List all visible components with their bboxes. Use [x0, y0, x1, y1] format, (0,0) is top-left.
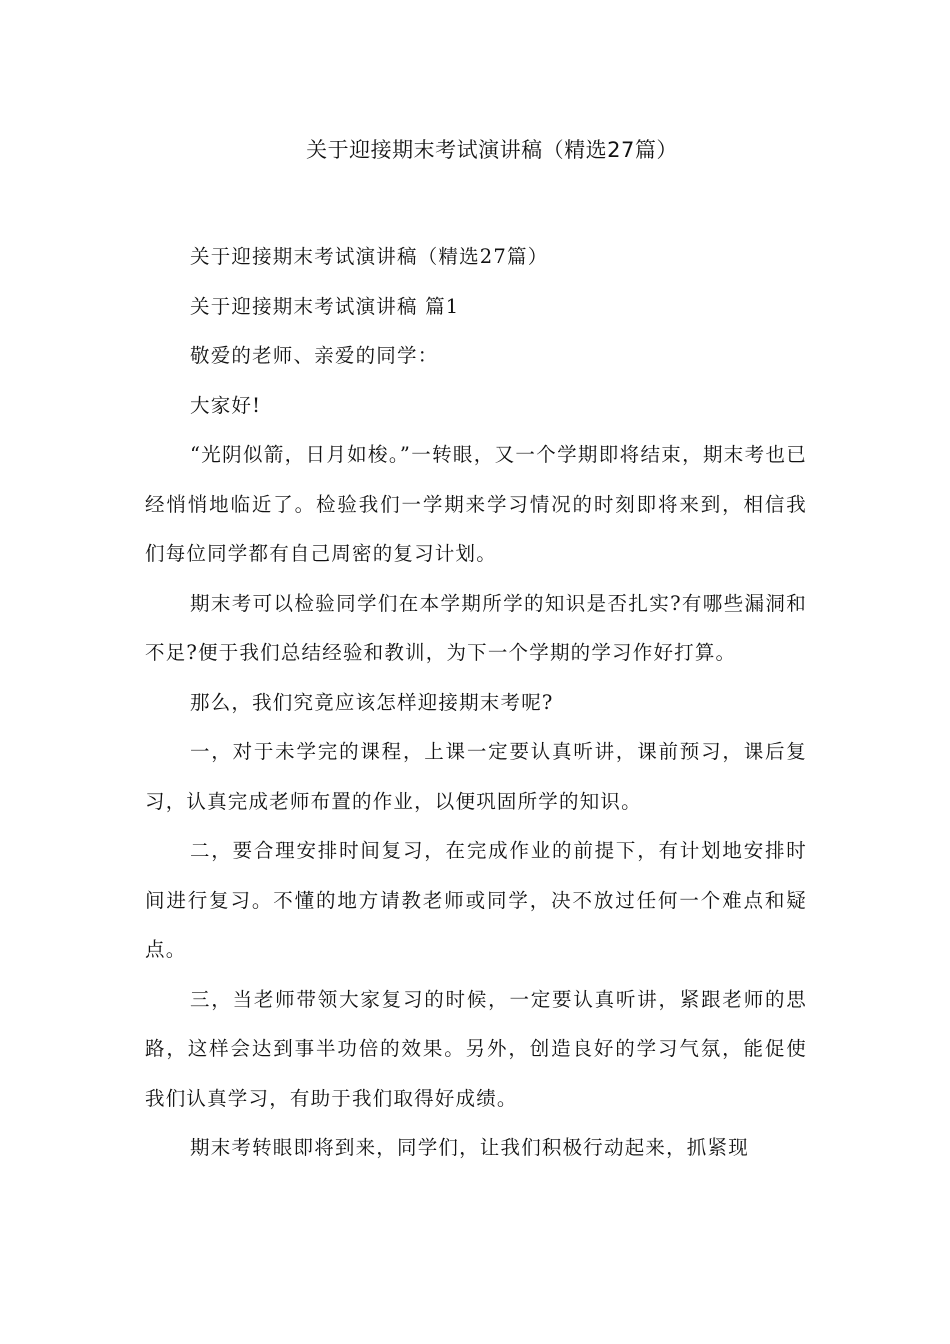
document-title: 关于迎接期末考试演讲稿（精选27篇） — [306, 138, 678, 162]
paragraph: 二，要合理安排时间复习，在完成作业的前提下，有计划地安排时间进行复习。不懂的地方请教老师或同学，决不放过任何一个难点和疑点。 — [145, 839, 807, 961]
paragraph: 三，当老师带领大家复习的时候，一定要认真听讲，紧跟老师的思路，这样会达到事半功倍的效果。另外，创造良好的学习气氛，能促使我们认真学习，有助于我们取得好成绩。 — [145, 987, 807, 1110]
paragraph: 一，对于未学完的课程，上课一定要认真听讲，课前预习，课后复习，认真完成老师布置的作业，以便巩固所学的知识。 — [145, 740, 807, 813]
paragraph: 期末考可以检验同学们在本学期所学的知识是否扎实?有哪些漏洞和不足?便于我们总结经验和教训，为下一个学期的学习作好打算。 — [145, 591, 807, 664]
paragraph: 期末考转眼即将到来，同学们，让我们积极行动起来，抓紧现 — [190, 1136, 749, 1159]
paragraph-subtitle: 关于迎接期末考试演讲稿（精选27篇） — [190, 245, 549, 268]
paragraph-section-heading: 关于迎接期末考试演讲稿 篇1 — [190, 294, 460, 318]
document-body — [145, 232, 807, 1173]
paragraph-salutation: 敬爱的老师、亲爱的同学： — [190, 344, 439, 367]
paragraph: “光阴似箭，日月如梭。”一转眼，又一个学期即将结束，期末考也已经悄悄地临近了。检验我们一学期来学习情况的时刻即将来到，相信我们每位同学都有自己周密的复习计划。 — [145, 443, 807, 565]
paragraph: 那么，我们究竟应该怎样迎接期末考呢? — [190, 690, 554, 714]
paragraph-greeting: 大家好! — [190, 393, 262, 417]
